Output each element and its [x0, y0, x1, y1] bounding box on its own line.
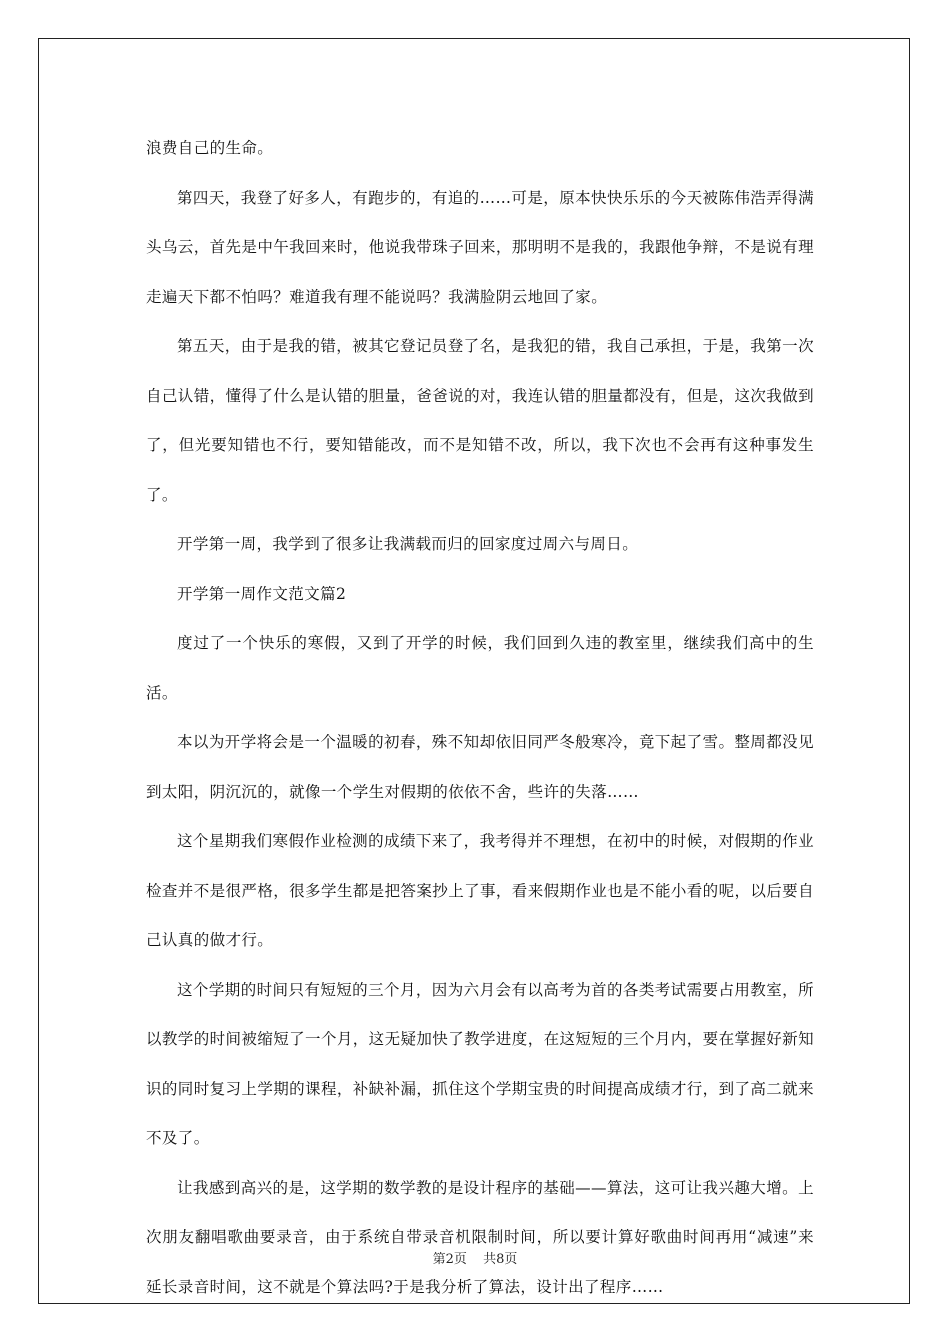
essay-heading: 开学第一周作文范文篇2	[177, 584, 347, 603]
paragraph-day-four: 第四天，我登了好多人，有跑步的，有追的……可是，原本快快乐乐的今天被陈伟浩弄得满头乌云，首先是中午我回来时，他说我带珠子回来，那明明不是我的，我跟他争辩，不是说有理走遍天下都不怕吗？难道我有理不能说吗？我满脸阴云地回了家。	[146, 188, 814, 306]
paragraph-day-five: 第五天，由于是我的错，被其它登记员登了名，是我犯的错，我自己承担，于是，我第一次自己认错，懂得了什么是认错的胆量，爸爸说的对，我连认错的胆量都没有，但是，这次我做到了，但光要知错也不行，要知错能改，而不是知错不改，所以，我下次也不会再有这种事发生了。	[146, 337, 814, 504]
paragraph-semester: 这个学期的时间只有短短的三个月，因为六月会有以高考为首的各类考试需要占用教室，所以教学的时间被缩短了一个月，这无疑加快了教学进度，在这短短的三个月内，要在掌握好新知识的同时复习上学期的课程，补缺补漏，抓住这个学期宝贵的时间提高成绩才行，到了高二就来不及了。	[146, 980, 814, 1147]
paragraph-intro: 度过了一个快乐的寒假，又到了开学的时候，我们回到久违的教室里，继续我们高中的生活。	[146, 634, 814, 702]
paragraph-homework: 这个星期我们寒假作业检测的成绩下来了，我考得并不理想，在初中的时候，对假期的作业检查并不是很严格，很多学生都是把答案抄上了事，看来假期作业也是不能小看的呢，以后要自己认真的做才行。	[146, 832, 814, 949]
paragraph-algorithm: 让我感到高兴的是，这学期的数学教的是设计程序的基础——算法，这可让我兴趣大增。上次朋友翻唱歌曲要录音，由于系统自带录音机限制时间，所以要计算好歌曲时间再用“减速”来延长录音时间，这不就是个算法吗?于是我分析了算法，设计出了程序……	[146, 1178, 814, 1296]
page-number: 第2页	[432, 1252, 467, 1267]
page-total: 共8页	[483, 1252, 518, 1267]
paragraph-weather: 本以为开学将会是一个温暖的初春，殊不知却依旧同严冬般寒冷，竟下起了雪。整周都没见到太阳，阴沉沉的，就像一个学生对假期的依依不舍，些许的失落……	[146, 733, 814, 801]
paragraph-week-summary: 开学第一周，我学到了很多让我满载而归的回家度过周六与周日。	[177, 535, 639, 553]
document-body	[146, 124, 814, 1312]
paragraph-continuation: 浪费自己的生命。	[146, 139, 274, 157]
page-footer	[0, 1248, 950, 1267]
